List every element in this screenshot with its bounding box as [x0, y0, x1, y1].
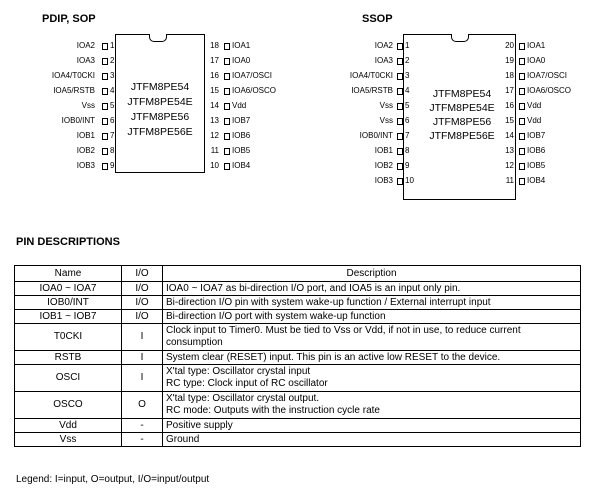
pdip-pins-left-num-1: 2	[110, 56, 115, 65]
pin-io-cell: I	[122, 365, 163, 392]
section-title: PIN DESCRIPTIONS	[16, 236, 120, 248]
pin-io-cell: -	[122, 433, 163, 447]
ssop-pins-right-label-2: IOA7/OSCI	[527, 71, 568, 80]
ssop-pins-left-label-9: IOB3	[374, 176, 393, 185]
ssop-pins-right-label-7: IOB6	[527, 146, 546, 155]
pdip-title: PDIP, SOP	[42, 13, 96, 25]
table-header-row	[15, 266, 581, 282]
ssop-pins-right-label-1: IOA0	[527, 56, 546, 65]
ssop-pins-left-label-0: IOA2	[374, 41, 393, 50]
pdip-pins-left-pin-1	[102, 58, 108, 65]
table-row	[15, 296, 581, 310]
pdip-pins-left-pin-5	[102, 118, 108, 125]
pin-io-cell: I/O	[122, 282, 163, 296]
ssop-pins-left-num-2: 3	[405, 71, 410, 80]
pdip-pins-left-label-1: IOA3	[76, 56, 95, 65]
pin-io-cell: I/O	[122, 310, 163, 324]
ssop-pins-left-num-1: 2	[405, 56, 410, 65]
table-row	[15, 419, 581, 433]
pin-name-cell: IOB1 ~ IOB7	[15, 310, 122, 324]
pdip-pins-right-num-7: 11	[210, 146, 219, 155]
table-row	[15, 324, 581, 351]
pdip-pins-left-num-8: 9	[110, 161, 115, 170]
pin-name-cell: Vss	[15, 433, 122, 447]
pdip-pins-left-pin-7	[102, 148, 108, 155]
ssop-pins-left-pin-7	[397, 148, 403, 155]
ssop-pins-left-num-3: 4	[405, 86, 410, 95]
ssop-pins-right-pin-9	[519, 178, 525, 185]
pdip-pins-left-label-8: IOB3	[76, 161, 95, 170]
pin-name-cell: OSCI	[15, 365, 122, 392]
ssop-pins-left-num-4: 5	[405, 101, 410, 110]
ssop-pins-left-label-7: IOB1	[374, 146, 393, 155]
pin-description-cell: System clear (RESET) input. This pin is an active low RESET to the device.	[163, 351, 581, 365]
ssop-pins-left-num-8: 9	[405, 161, 410, 170]
pdip-pins-right-pin-1	[224, 58, 230, 65]
pdip-pins-right-label-8: IOB4	[232, 161, 251, 170]
ssop-pins-right-num-6: 14	[505, 131, 514, 140]
pdip-pins-right-pin-0	[224, 43, 230, 50]
pin-name-cell: IOA0 ~ IOA7	[15, 282, 122, 296]
ssop-pins-left-num-0: 1	[405, 41, 410, 50]
ssop-pins-right-num-5: 15	[505, 116, 514, 125]
pin-io-cell: I/O	[122, 296, 163, 310]
pdip-pins-right-pin-7	[224, 148, 230, 155]
ssop-pins-left-pin-0	[397, 43, 403, 50]
ssop-pins-left-pin-1	[397, 58, 403, 65]
ssop-pins-left-pin-3	[397, 88, 403, 95]
ssop-pins-right-label-8: IOB5	[527, 161, 546, 170]
pdip-pins-left-num-0: 1	[110, 41, 115, 50]
ssop-pins-right-label-5: Vdd	[527, 116, 542, 125]
pdip-pins-left-pin-0	[102, 43, 108, 50]
ssop-chip-name-2: JTFM8PE54E	[429, 102, 495, 114]
pdip-pins-right-num-4: 14	[210, 101, 219, 110]
legend: Legend: I=input, O=output, I/O=input/output	[16, 474, 210, 485]
table-row	[15, 310, 581, 324]
ssop-pins-left-label-4: Vss	[379, 101, 393, 110]
ssop-pins-right-num-1: 19	[505, 56, 514, 65]
ssop-pins-left-num-9: 10	[405, 176, 414, 185]
pdip-chip-name-4: JTFM8PE56E	[127, 126, 193, 138]
pdip-pins-right-num-1: 17	[210, 56, 219, 65]
pdip-pins-right-num-6: 12	[210, 131, 219, 140]
pdip-pins-left-num-6: 7	[110, 131, 115, 140]
pin-name-cell: RSTB	[15, 351, 122, 365]
ssop-chip-name-4: JTFM8PE56E	[429, 130, 495, 142]
pdip-pins-right-num-0: 18	[210, 41, 219, 50]
pdip-chip-name-1: JTFM8PE54	[130, 81, 190, 93]
ssop-pins-left-pin-9	[397, 178, 403, 185]
ssop-chip-notch	[451, 34, 469, 42]
pdip-pins-left-num-7: 8	[110, 146, 115, 155]
pdip-pins-right-label-5: IOB7	[232, 116, 251, 125]
pin-description-cell: Positive supply	[163, 419, 581, 433]
pdip-pins-left-pin-8	[102, 163, 108, 170]
ssop-pins-left-pin-2	[397, 73, 403, 80]
ssop-pins-right-label-6: IOB7	[527, 131, 546, 140]
table-body	[15, 282, 581, 447]
header-io: I/O	[122, 266, 163, 282]
pdip-pins-right-label-3: IOA6/OSCO	[232, 86, 277, 95]
pin-io-cell: I	[122, 351, 163, 365]
pdip-pins-right-pin-6	[224, 133, 230, 140]
ssop-pins-right-pin-4	[519, 103, 525, 110]
pdip-pins-right-num-2: 16	[210, 71, 219, 80]
pdip-chip-name-2: JTFM8PE54E	[127, 96, 193, 108]
pdip-pins-right-label-4: Vdd	[232, 101, 247, 110]
ssop-pins-right-num-9: 11	[505, 176, 514, 185]
ssop-pins-right-pin-8	[519, 163, 525, 170]
ssop-pins-left-label-3: IOA5/RSTB	[351, 86, 393, 95]
ssop-pins-right-pin-5	[519, 118, 525, 125]
ssop-pins-left-label-8: IOB2	[374, 161, 393, 170]
ssop-chip-name-1: JTFM8PE54	[432, 88, 492, 100]
ssop-pins-right-pin-3	[519, 88, 525, 95]
pin-description-cell: Ground	[163, 433, 581, 447]
ssop-pins-left-num-6: 7	[405, 131, 410, 140]
pdip-pins-right-pin-5	[224, 118, 230, 125]
ssop-pins-right-label-4: Vdd	[527, 101, 542, 110]
ssop-pins-left-pin-8	[397, 163, 403, 170]
header-name: Name	[15, 266, 122, 282]
header-description: Description	[163, 266, 581, 282]
pdip-pins-left-label-3: IOA5/RSTB	[53, 86, 95, 95]
pin-description-cell: Clock input to Timer0. Must be tied to Vss or Vdd, if not in use, to reduce current consumption	[163, 324, 581, 351]
pdip-pins-right-num-8: 10	[210, 161, 219, 170]
ssop-pins-right-num-7: 13	[505, 146, 514, 155]
pin-description-cell: IOA0 ~ IOA7 as bi-direction I/O port, and IOA5 is an input only pin.	[163, 282, 581, 296]
ssop-pins-left-label-6: IOB0/INT	[359, 131, 393, 140]
pdip-pins-right-pin-4	[224, 103, 230, 110]
ssop-pins-left-num-7: 8	[405, 146, 410, 155]
pin-io-cell: I	[122, 324, 163, 351]
ssop-title: SSOP	[362, 13, 393, 25]
pdip-pins-right-label-7: IOB5	[232, 146, 251, 155]
table-row	[15, 392, 581, 419]
pin-description-cell: Bi-direction I/O port with system wake-up function	[163, 310, 581, 324]
ssop-pins-right-label-0: IOA1	[527, 41, 546, 50]
ssop-pins-right-num-4: 16	[505, 101, 514, 110]
pdip-pins-left-pin-4	[102, 103, 108, 110]
pdip-pins-left-num-3: 4	[110, 86, 115, 95]
pdip-pins-left-pin-3	[102, 88, 108, 95]
pdip-pins-left-num-4: 5	[110, 101, 115, 110]
pdip-pins-right-label-2: IOA7/OSCI	[232, 71, 273, 80]
pin-description-table	[14, 265, 581, 447]
ssop-pins-right-num-2: 18	[505, 71, 514, 80]
table-row	[15, 282, 581, 296]
pdip-pins-left-label-2: IOA4/T0CKI	[51, 71, 95, 80]
pdip-pins-left-num-2: 3	[110, 71, 115, 80]
ssop-pins-right-num-8: 12	[505, 161, 514, 170]
ssop-pins-right-pin-7	[519, 148, 525, 155]
table-row	[15, 365, 581, 392]
pdip-pins-left-label-0: IOA2	[76, 41, 95, 50]
ssop-pins-left-num-5: 6	[405, 116, 410, 125]
table-row	[15, 351, 581, 365]
pdip-pins-right-num-5: 13	[210, 116, 219, 125]
ssop-pins-right-pin-6	[519, 133, 525, 140]
ssop-pins-left-pin-5	[397, 118, 403, 125]
pdip-pins-right-label-1: IOA0	[232, 56, 251, 65]
ssop-pins-left-pin-6	[397, 133, 403, 140]
pin-description-cell: X'tal type: Oscillator crystal output. RC mode: Outputs with the instruction cycle rate	[163, 392, 581, 419]
pdip-pins-left-num-5: 6	[110, 116, 115, 125]
pin-io-cell: O	[122, 392, 163, 419]
pdip-pins-left-label-4: Vss	[81, 101, 95, 110]
pdip-pins-right-pin-2	[224, 73, 230, 80]
pdip-pins-right-label-0: IOA1	[232, 41, 251, 50]
pdip-chip-name-3: JTFM8PE56	[130, 111, 190, 123]
pdip-pins-left-label-7: IOB2	[76, 146, 95, 155]
pdip-chip-notch	[149, 34, 167, 42]
pin-io-cell: -	[122, 419, 163, 433]
pdip-pins-right-pin-8	[224, 163, 230, 170]
ssop-pins-left-label-5: Vss	[379, 116, 393, 125]
ssop-pins-left-label-2: IOA4/T0CKI	[349, 71, 393, 80]
pdip-pins-left-pin-2	[102, 73, 108, 80]
pdip-pins-right-label-6: IOB6	[232, 131, 251, 140]
pdip-pins-left-label-5: IOB0/INT	[61, 116, 95, 125]
pdip-pins-left-label-6: IOB1	[76, 131, 95, 140]
ssop-pins-right-label-3: IOA6/OSCO	[527, 86, 572, 95]
pdip-pins-right-num-3: 15	[210, 86, 219, 95]
pin-description-cell: Bi-direction I/O pin with system wake-up function / External interrupt input	[163, 296, 581, 310]
table-row	[15, 433, 581, 447]
ssop-pins-left-label-1: IOA3	[374, 56, 393, 65]
pdip-pins-right-pin-3	[224, 88, 230, 95]
ssop-pins-right-num-0: 20	[505, 41, 514, 50]
ssop-pins-left-pin-4	[397, 103, 403, 110]
ssop-pins-right-pin-2	[519, 73, 525, 80]
ssop-chip-name-3: JTFM8PE56	[432, 116, 492, 128]
pin-name-cell: IOB0/INT	[15, 296, 122, 310]
ssop-pins-right-num-3: 17	[505, 86, 514, 95]
ssop-pins-right-label-9: IOB4	[527, 176, 546, 185]
pin-name-cell: T0CKI	[15, 324, 122, 351]
ssop-pins-right-pin-0	[519, 43, 525, 50]
pin-description-cell: X'tal type: Oscillator crystal input RC type: Clock input of RC oscillator	[163, 365, 581, 392]
pdip-pins-left-pin-6	[102, 133, 108, 140]
pin-name-cell: Vdd	[15, 419, 122, 433]
ssop-pins-right-pin-1	[519, 58, 525, 65]
pin-name-cell: OSCO	[15, 392, 122, 419]
